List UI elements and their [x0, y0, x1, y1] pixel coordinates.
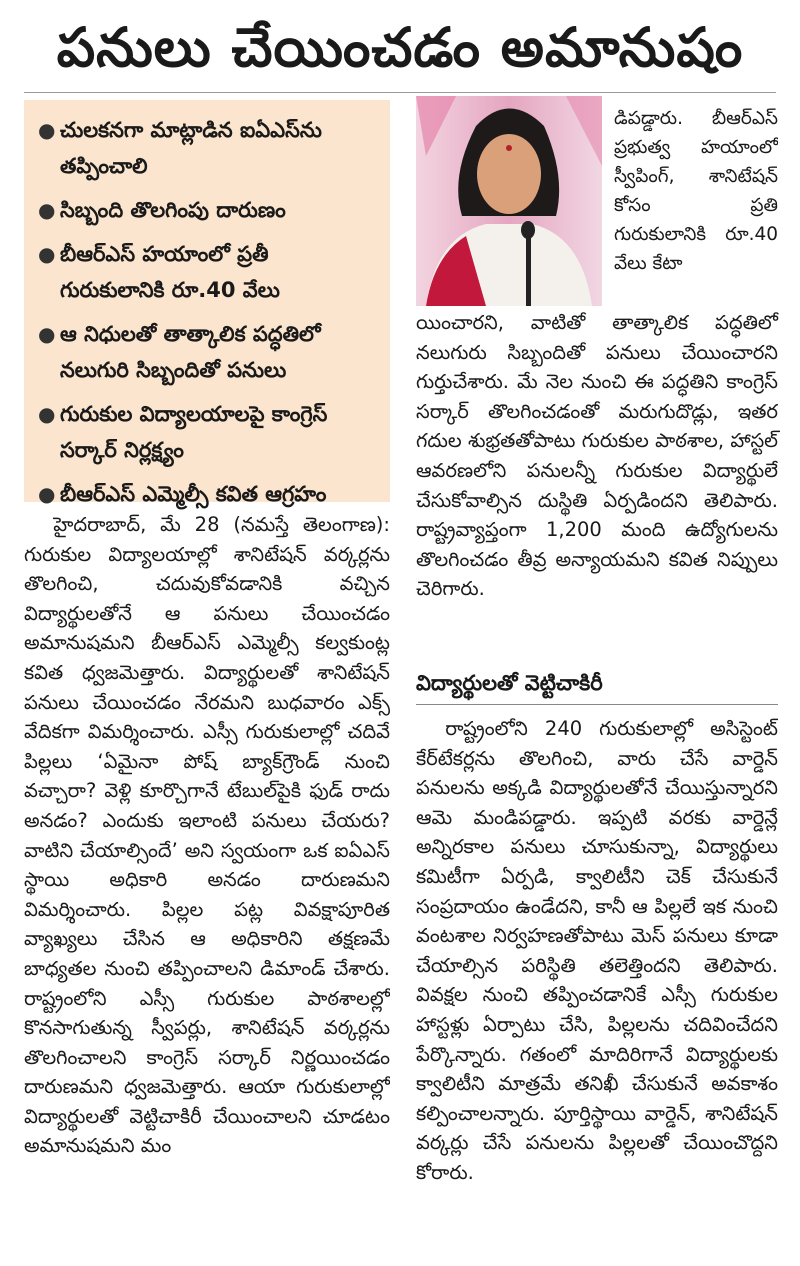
article-paragraph: హైదరాబాద్, మే 28 (నమస్తే తెలంగాణ): గురుకుల విద్యాలయాల్లో శానిటేషన్ వర్కర్లను తొలగించి, చదువుకోవడానికి వచ్చిన విద్యార్థులతోనే ఆ పనులు చేయించడం అమానుషమని బీఆర్ఎస్ ఎమ్మెల్సీ కల్వకుంట్ల కవిత ధ్వజమెత్తారు. విద్యార్థులతో శానిటేషన్ పనులు చేయించడం నేరమని బుధవారం ఎక్స్ వేదికగా విమర్శించారు. ఎస్సీ గురుకులాల్లో చదివే పిల్లలు ‘ఏమైనా పోష్ బ్యాక్‌గ్రౌండ్ నుంచి వచ్చారా? వెళ్లి కూర్చొగానే టేబుల్‌పైకి ఫుడ్ రాదు అనడం? ఎందుకు ఇలాంటి పనులు చేయరు? వాటిని చేయాల్సిందే’ అని స్వయంగా ఒక ఐఏఎస్ స్థాయి అధికారి అనడం దారుణమని విమర్శించారు. పిల్లల పట్ల వివక్షాపూరిత వ్యాఖ్యలు చేసిన ఆ అధికారిని తక్షణమే బాధ్యతల నుంచి తప్పించాలని డిమాండ్ చేశారు. రాష్ట్రంలోని ఎస్సీ గురుకుల పాఠశాలల్లో కొనసాగుతున్న స్వీపర్లు, శానిటేషన్ వర్కర్లను తొలగించాలని కాంగ్రెస్ సర్కార్ నిర్ణయించడం దారుణమని ధ్వజమెత్తారు. ఆయా గురుకులాల్లో విద్యార్థులతో వెట్టిచాకిరీ చేయించాలని చూడటం అమానుషమని మం: [24, 513, 390, 1158]
highlight-item: [38, 316, 380, 388]
highlight-item: [38, 112, 380, 184]
subheading: విద్యార్థులతో వెట్టిచాకిరీ: [416, 671, 603, 695]
text-beside-photo: [614, 104, 778, 304]
bullet-icon: ●: [38, 118, 56, 142]
highlight-text: ఆ నిధులతో తాత్కాలిక పద్ధతిలో నలుగురి సిబ్బందితో పనులు: [60, 322, 321, 382]
article-left-column: [24, 510, 390, 1250]
highlight-text: బీఆర్ఎస్ ఎమ్మెల్సీ కవిత ఆగ్రహం: [60, 482, 327, 506]
highlights-box: [24, 100, 390, 506]
article-right-column-continued: [416, 714, 778, 1254]
bullet-icon: ●: [38, 198, 56, 222]
bullet-icon: ●: [38, 242, 56, 266]
portrait-illustration: [416, 96, 602, 306]
headline-rule: [24, 92, 776, 93]
highlight-text: గురుకుల విద్యాలయాలపై కాంగ్రెస్ సర్కార్ నిర్లక్ష్యం: [60, 402, 328, 462]
highlight-text: చులకనగా మాట్లాడిన ఐఏఎస్‌ను తప్పించాలి: [60, 118, 322, 178]
highlight-text: బీఆర్ఎస్ హయాంలో ప్రతీ గురుకులానికి రూ.40 వేలు: [60, 242, 280, 302]
highlight-item: [38, 236, 380, 308]
article-paragraph: యించారని, వాటితో తాత్కాలిక పద్ధతిలో నలుగురు సిబ్బందితో పనులు చేయించారని గుర్తుచేశారు. మే నెల నుంచి ఈ పద్ధతిని కాంగ్రెస్ సర్కార్ తొలగించడంతో మరుగుదొడ్లు, ఇతర గదుల శుభ్రతతోపాటు గురుకుల పాఠశాల, హాస్టల్ ఆవరణలోని పనులన్నీ గురుకుల విద్యార్థులే చేసుకోవాల్సిన దుస్థితి ఏర్పడిందని తెలిపారు. రాష్ట్రవ్యాప్తంగా 1,200 మంది ఉద్యోగులను తొలగించడం తీవ్ర అన్యాయమని కవిత నిప్పులు చెరిగారు.: [416, 311, 778, 601]
highlight-item: [38, 476, 380, 512]
headline: పనులు చేయించడం అమానుషం: [56, 16, 744, 79]
article-right-column: [416, 308, 778, 604]
article-paragraph: రాష్ట్రంలోని 240 గురుకులాల్లో అసిస్టెంట్ కేర్‌టేకర్లను తొలగించి, వారు చేసే వార్డెన్ పనులను అక్కడి విద్యార్థులతోనే చేయిస్తున్నారని ఆమె మండిపడ్డారు. ఇప్పటి వరకు వార్డెన్లే అన్నిరకాల పనులు చూసుకున్నా, విద్యార్థులు కమిటీగా ఏర్పడి, క్వాలిటీని చెక్ చేసుకునే సంప్రదాయం ఉండేదని, కానీ ఆ పిల్లలే ఇక నుంచి వంటశాల నిర్వహణతోపాటు మెస్ పనులు కూడా చేయాల్సిన పరిస్థితి తలెత్తిందని తెలిపారు. వివక్షల నుంచి తప్పించడానికే ఎస్సీ గురుకుల హాస్టళ్లు ఏర్పాటు చేసి, పిల్లలను చదివించేదని పేర్కొన్నారు. గతంలో మాదిరిగానే విద్యార్థులకు క్వాలిటీని మాత్రమే తనిఖీ చేసుకునే అవకాశం కల్పించాలన్నారు. పూర్తిస్థాయి వార్డెన్, శానిటేషన్ వర్కర్లు చేసే పనులను పిల్లలతో చేయించొద్దని కోరారు.: [416, 717, 778, 1184]
highlight-item: [38, 192, 380, 228]
bullet-icon: ●: [38, 322, 56, 346]
bullet-icon: ●: [38, 402, 56, 426]
article-paragraph: డిపడ్డారు. బీఆర్ఎస్ ప్రభుత్వ హయాంలో స్వీపింగ్, శానిటేషన్ కోసం ప్రతి గురుకులానికి రూ.40 వేలు కేటా: [614, 108, 778, 274]
subheading-rule: [416, 704, 778, 705]
highlight-item: [38, 396, 380, 468]
highlight-text: సిబ్బంది తొలగింపు దారుణం: [60, 198, 286, 222]
bullet-icon: ●: [38, 482, 56, 506]
portrait-photo: [416, 96, 602, 306]
